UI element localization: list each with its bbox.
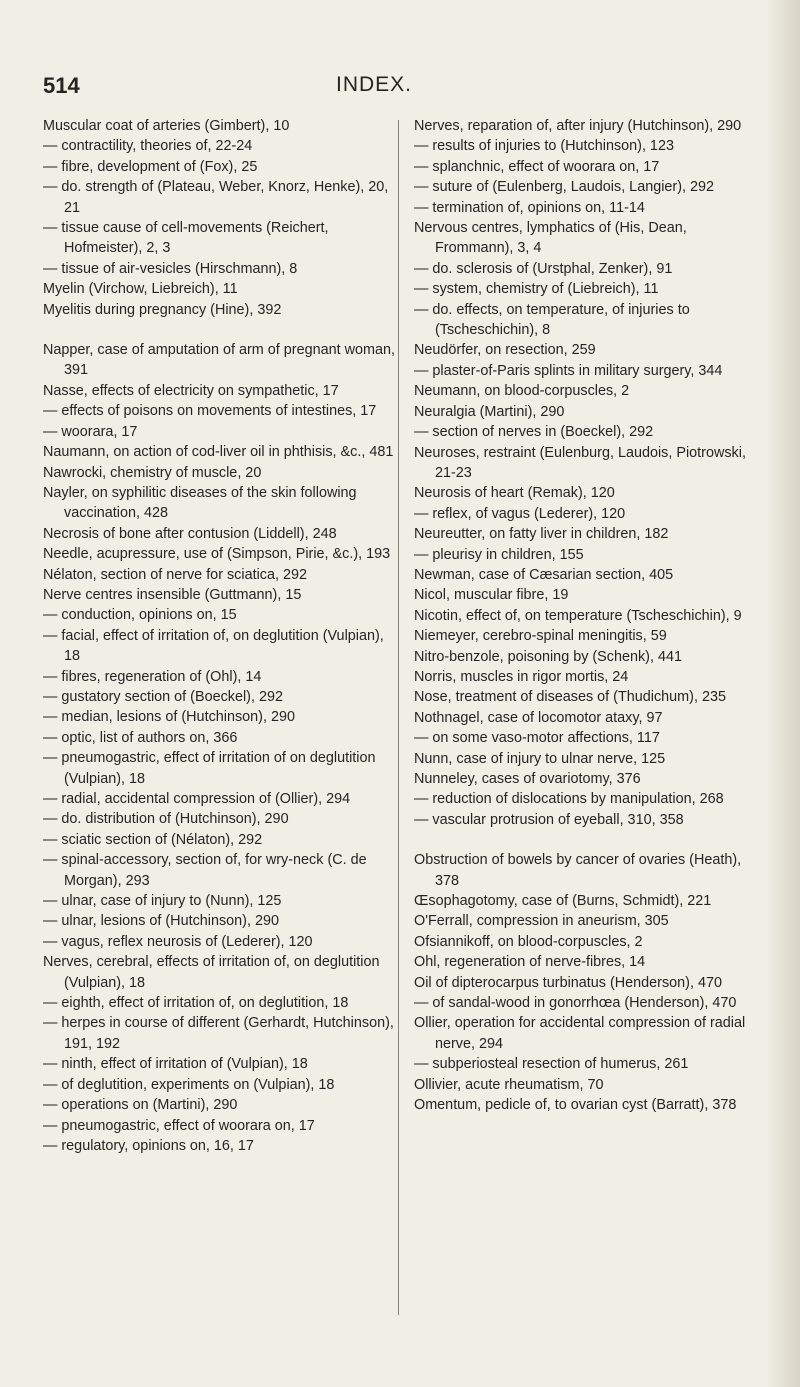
- index-entry: Nose, treatment of diseases of (Thudichum), 235: [414, 689, 726, 706]
- index-entry: — pleurisy in children, 155: [414, 546, 584, 563]
- index-entry: Newman, case of Cæsarian section, 405: [414, 566, 674, 583]
- index-entry: — splanchnic, effect of woorara on, 17: [414, 158, 660, 175]
- index-entry: — of sandal-wood in gonorrhœa (Henderson), 470: [414, 995, 737, 1012]
- index-entry: Nasse, effects of electricity on sympathetic, 17: [43, 382, 339, 399]
- index-entry: Necrosis of bone after contusion (Liddell), 248: [43, 525, 337, 542]
- index-entry: — facial, effect of irritation of, on deglutition (Vulpian), 18: [43, 627, 384, 665]
- index-entry: — effects of poisons on movements of intestines, 17: [43, 403, 377, 420]
- index-entry: — reflex, of vagus (Lederer), 120: [414, 505, 626, 522]
- index-entry: Nawrocki, chemistry of muscle, 20: [43, 464, 262, 481]
- index-entry: Niemeyer, cerebro-spinal meningitis, 59: [414, 628, 667, 645]
- index-column-right: [414, 116, 764, 1116]
- index-entry: Ollier, operation for accidental compression of radial nerve, 294: [414, 1015, 746, 1052]
- index-entry: Nayler, on syphilitic diseases of the skin following vaccination, 428: [43, 484, 357, 522]
- index-entry: — fibres, regeneration of (Ohl), 14: [43, 668, 262, 685]
- index-entry: — pneumogastric, effect of woorara on, 17: [43, 1117, 315, 1134]
- index-entry: Nélaton, section of nerve for sciatica, 292: [43, 566, 307, 583]
- index-entry: — results of injuries to (Hutchinson), 123: [414, 138, 674, 155]
- index-entry: — eighth, effect of irritation of, on deglutition, 18: [43, 995, 349, 1012]
- column-divider: [398, 120, 399, 1315]
- index-entry: — do. sclerosis of (Urstphal, Zenker), 91: [414, 260, 673, 277]
- index-column-left: [43, 116, 395, 1156]
- index-entry: — optic, list of authors on, 366: [43, 729, 238, 746]
- index-entry: Napper, case of amputation of arm of pregnant woman, 391: [43, 342, 395, 379]
- index-entry: Omentum, pedicle of, to ovarian cyst (Barratt), 378: [414, 1097, 737, 1114]
- index-entry: Needle, acupressure, use of (Simpson, Pirie, &c.), 193: [43, 546, 391, 563]
- index-entry: Myelin (Virchow, Liebreich), 11: [43, 281, 238, 298]
- index-entry: — of deglutition, experiments on (Vulpian), 18: [43, 1076, 335, 1093]
- index-entry: — herpes in course of different (Gerhardt, Hutchinson), 191, 192: [43, 1015, 394, 1052]
- index-entry: Nunneley, cases of ovariotomy, 376: [414, 771, 641, 787]
- index-entry: Nerve centres insensible (Guttmann), 15: [43, 586, 302, 603]
- index-entry: Neureutter, on fatty liver in children, 182: [414, 526, 669, 543]
- index-entry: Neumann, on blood-corpuscles, 2: [414, 383, 630, 400]
- index-entry: Myelitis during pregnancy (Hine), 392: [43, 301, 282, 318]
- index-entry: — plaster-of-Paris splints in military surgery, 344: [414, 362, 723, 379]
- index-entry: Nothnagel, case of locomotor ataxy, 97: [414, 709, 663, 726]
- page-edge-shadow: [766, 0, 800, 1387]
- index-entry: — gustatory section of (Boeckel), 292: [43, 688, 283, 705]
- index-entry: Ofsiannikoff, on blood-corpuscles, 2: [414, 933, 643, 950]
- running-title: INDEX.: [336, 73, 413, 96]
- index-entry: — radial, accidental compression of (Ollier), 294: [43, 791, 351, 807]
- index-entry: — vascular protrusion of eyeball, 310, 358: [414, 811, 684, 828]
- index-entry: Œsophagotomy, case of (Burns, Schmidt), 221: [414, 893, 712, 910]
- index-entry: — sciatic section of (Nélaton), 292: [43, 831, 263, 848]
- index-entry: Nicol, muscular fibre, 19: [414, 587, 569, 604]
- index-entry: — ulnar, case of injury to (Nunn), 125: [43, 893, 282, 910]
- index-entry: Norris, muscles in rigor mortis, 24: [414, 668, 629, 685]
- index-entry: Nervous centres, lymphatics of (His, Dean, Frommann), 3, 4: [414, 220, 687, 257]
- index-entry: — on some vaso-motor affections, 117: [414, 730, 660, 747]
- index-entry: — spinal-accessory, section of, for wry-neck (C. de Morgan), 293: [43, 852, 367, 889]
- index-entry: — vagus, reflex neurosis of (Lederer), 120: [43, 933, 313, 950]
- index-entry: O'Ferrall, compression in aneurism, 305: [414, 913, 669, 930]
- index-entry: — tissue of air-vesicles (Hirschmann), 8: [43, 260, 298, 277]
- index-entry: Neuroses, restraint (Eulenburg, Laudois, Piotrowski, 21-23: [414, 444, 746, 481]
- index-entry: — subperiosteal resection of humerus, 261: [414, 1056, 689, 1073]
- index-entry: — ulnar, lesions of (Hutchinson), 290: [43, 913, 279, 930]
- index-entry: — ninth, effect of irritation of (Vulpian), 18: [43, 1056, 308, 1073]
- index-entry: — suture of (Eulenberg, Laudois, Langier), 292: [414, 179, 714, 196]
- index-entry: — conduction, opinions on, 15: [43, 607, 237, 624]
- index-entry: Nitro-benzole, poisoning by (Schenk), 441: [414, 648, 682, 665]
- index-entry: — section of nerves in (Boeckel), 292: [414, 424, 654, 441]
- index-entry: — tissue cause of cell-movements (Reichert, Hofmeister), 2, 3: [43, 220, 329, 257]
- index-entry: Neurosis of heart (Remak), 120: [414, 485, 615, 502]
- index-entry: Muscular coat of arteries (Gimbert), 10: [43, 118, 290, 134]
- index-entry: Nerves, cerebral, effects of irritation of, on deglutition (Vulpian), 18: [43, 954, 380, 991]
- index-entry: Ollivier, acute rheumatism, 70: [414, 1076, 604, 1093]
- index-entry: Neuralgia (Martini), 290: [414, 403, 565, 420]
- page-header: [0, 73, 800, 103]
- index-entry: — regulatory, opinions on, 16, 17: [43, 1137, 254, 1154]
- section-gap: [414, 830, 764, 850]
- index-entry: Naumann, on action of cod-liver oil in phthisis, &c., 481: [43, 444, 394, 461]
- index-entry: Nerves, reparation of, after injury (Hutchinson), 290: [414, 118, 742, 134]
- index-entry: — system, chemistry of (Liebreich), 11: [414, 281, 659, 298]
- index-entry: Ohl, regeneration of nerve-fibres, 14: [414, 954, 646, 971]
- index-entry: — woorara, 17: [43, 423, 138, 440]
- index-entry: Neudörfer, on resection, 259: [414, 342, 596, 359]
- index-entry: — do. strength of (Plateau, Weber, Knorz, Henke), 20, 21: [43, 179, 389, 216]
- index-entry: — reduction of dislocations by manipulation, 268: [414, 791, 724, 808]
- index-entry: — contractility, theories of, 22-24: [43, 138, 253, 155]
- index-entry: — operations on (Martini), 290: [43, 1097, 238, 1114]
- index-entry: Oil of dipterocarpus turbinatus (Henderson), 470: [414, 974, 722, 991]
- index-entry: — do. effects, on temperature, of injuries to (Tscheschichin), 8: [414, 301, 690, 339]
- index-entry: — pneumogastric, effect of irritation of on deglutition (Vulpian), 18: [43, 750, 376, 787]
- index-entry: — termination of, opinions on, 11-14: [414, 199, 645, 216]
- section-gap: [43, 320, 395, 340]
- index-entry: Nicotin, effect of, on temperature (Tscheschichin), 9: [414, 607, 742, 624]
- index-entry: Nunn, case of injury to ulnar nerve, 125: [414, 750, 666, 767]
- index-entry: — do. distribution of (Hutchinson), 290: [43, 811, 289, 828]
- index-entry: Obstruction of bowels by cancer of ovaries (Heath), 378: [414, 852, 742, 889]
- index-entry: — fibre, development of (Fox), 25: [43, 158, 258, 175]
- index-entry: — median, lesions of (Hutchinson), 290: [43, 709, 295, 726]
- page-number: 514: [43, 73, 80, 98]
